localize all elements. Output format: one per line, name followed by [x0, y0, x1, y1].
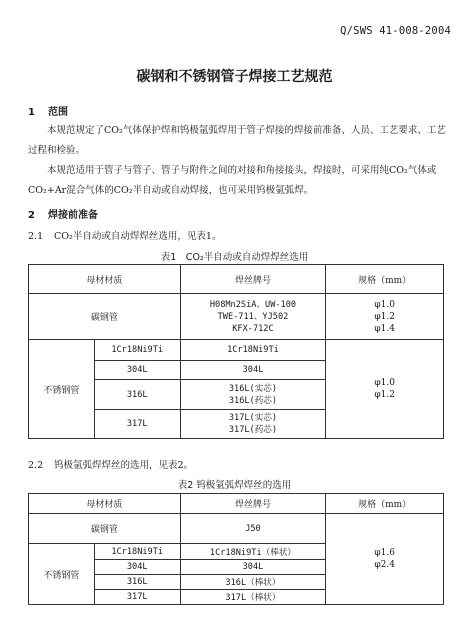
cell-material: 碳钢管 — [29, 514, 181, 544]
subsection-2-2 — [28, 457, 193, 471]
table-header-row — [29, 265, 444, 294]
cell-wires — [180, 410, 326, 439]
section-title: 范围 — [48, 107, 68, 118]
wire-grade: 317L(实芯) — [228, 413, 278, 423]
spec-value: φ1.4 — [374, 323, 395, 334]
cell-material-stainless: 不锈钢管 — [29, 340, 95, 439]
wire-grade: KFX-712C — [232, 323, 274, 334]
spec-value: φ1.2 — [374, 311, 395, 322]
section-1-heading — [28, 103, 68, 118]
table-1-caption: 表1 CO₂半自动或自动焊焊丝选用 — [160, 252, 309, 263]
cell-wire: 1Cr18Ni9Ti — [180, 340, 326, 361]
wire-grade: 316L(实芯) — [228, 383, 278, 394]
table-1 — [28, 264, 444, 439]
spec-value: φ1.6 — [374, 548, 395, 558]
cell-specs-stainless — [326, 340, 444, 439]
paragraph-scope: 本规范规定了CO₂气体保护焊和钨极氩弧焊用于管子焊接的焊接前准备、人员、工艺要求、工艺过程和检验。 — [28, 125, 446, 156]
section-2-heading — [28, 206, 98, 221]
cell-grade: 317L — [94, 410, 180, 439]
wire-grade: 317L(药芯) — [228, 425, 278, 435]
header-base-material: 母材材质 — [29, 265, 181, 294]
cell-wires — [180, 294, 326, 340]
subsection-number: 2.2 — [28, 460, 44, 471]
header-spec: 规格（mm） — [326, 265, 444, 294]
spec-value: φ2.4 — [374, 560, 395, 570]
table-row — [29, 340, 444, 361]
wire-grade: TWE-711、YJ502 — [217, 311, 289, 322]
section-number: 2 — [28, 210, 35, 221]
header-wire-grade: 焊丝牌号 — [180, 265, 326, 294]
subsection-text: 钨极氩弧焊焊丝的选用，见表2。 — [54, 460, 194, 471]
cell-specs — [326, 294, 444, 340]
table-row-carbon-steel — [29, 514, 444, 544]
cell-grade: 304L — [94, 560, 180, 575]
paragraph-applicability: 本规范适用于管子与管子、管子与附件之间的对接和角接接头，焊接时，可采用纯CO₂气体或CO₂+Ar混合气体的CO₂半自动或自动焊接，也可采用钨极氩弧焊。 — [28, 165, 437, 196]
cell-grade: 1Cr18Ni9Ti — [94, 544, 180, 560]
cell-grade: 316L — [94, 575, 180, 590]
document-title: 碳钢和不锈钢管子焊接工艺规范 — [136, 69, 333, 85]
wire-grade: H08Mn2SiA、UW-100 — [209, 299, 297, 310]
cell-wires — [180, 380, 326, 410]
cell-wire: 316L（棒状） — [180, 575, 326, 590]
header-spec: 规格（mm） — [326, 494, 444, 514]
cell-grade: 316L — [94, 380, 180, 410]
subsection-number: 2.1 — [28, 231, 44, 242]
table-row-carbon-steel — [29, 294, 444, 340]
cell-wire: 1Cr18Ni9Ti（棒状） — [180, 544, 326, 560]
section-title: 焊接前准备 — [48, 210, 98, 221]
section-1-body — [28, 121, 448, 201]
table-header-row — [29, 494, 444, 514]
spec-value: φ1.2 — [374, 390, 395, 400]
section-number: 1 — [28, 107, 35, 118]
cell-specs — [326, 514, 444, 605]
cell-wire: 317L（棒状） — [180, 590, 326, 605]
header-base-material: 母材材质 — [29, 494, 181, 514]
spec-value: φ1.0 — [374, 378, 395, 388]
document-code: Q/SWS 41-008-2004 — [340, 25, 451, 37]
cell-wire: 304L — [180, 560, 326, 575]
wire-grade: 316L(药芯) — [228, 395, 278, 406]
table-2 — [28, 493, 444, 605]
subsection-text: CO₂半自动或自动焊焊丝选用，见表1。 — [54, 231, 222, 242]
cell-material-stainless: 不锈钢管 — [29, 544, 95, 605]
subsection-2-1 — [28, 228, 221, 242]
table-2-caption: 表2 钨极氩弧焊焊丝的选用 — [177, 480, 292, 491]
spec-value: φ1.0 — [374, 299, 395, 310]
cell-wire: 304L — [180, 361, 326, 380]
header-wire-grade: 焊丝牌号 — [180, 494, 326, 514]
cell-material: 碳钢管 — [29, 294, 181, 340]
cell-grade: 304L — [94, 361, 180, 380]
cell-grade: 1Cr18Ni9Ti — [94, 340, 180, 361]
cell-grade: 317L — [94, 590, 180, 605]
cell-wire: J50 — [180, 514, 326, 544]
